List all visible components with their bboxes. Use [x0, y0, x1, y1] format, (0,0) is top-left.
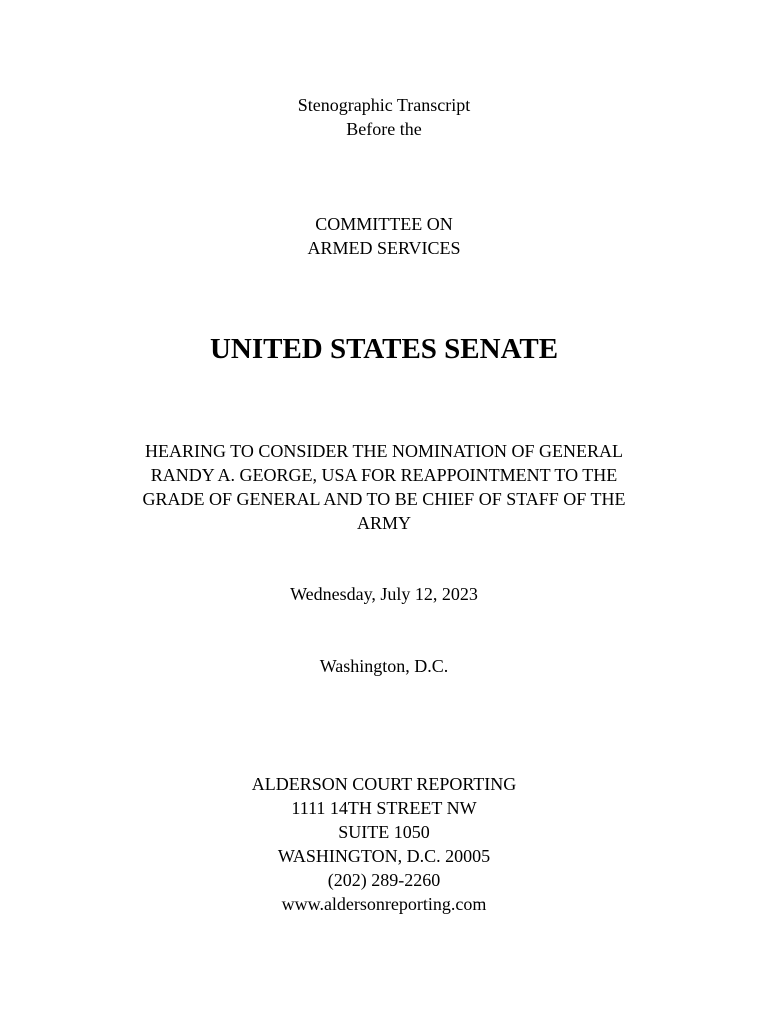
header-before-the: Before the	[346, 119, 422, 139]
hearing-title-line-1: HEARING TO CONSIDER THE NOMINATION OF GENERAL	[145, 441, 623, 461]
committee-line-1: COMMITTEE ON	[315, 214, 453, 234]
hearing-location: Washington, D.C.	[319, 656, 449, 676]
header-transcript-type: Stenographic Transcript	[297, 95, 471, 115]
reporter-suite: SUITE 1050	[338, 822, 430, 842]
hearing-title-line-3: GRADE OF GENERAL AND TO BE CHIEF OF STAFF OF THE	[142, 489, 626, 509]
hearing-title-line-4: ARMY	[356, 513, 411, 533]
reporter-city: WASHINGTON, D.C. 20005	[277, 846, 491, 866]
hearing-title-line-2: RANDY A. GEORGE, USA FOR REAPPOINTMENT TO THE	[150, 465, 618, 485]
reporter-phone: (202) 289-2260	[327, 870, 441, 890]
reporter-website: www.aldersonreporting.com	[281, 894, 487, 914]
reporter-name: ALDERSON COURT REPORTING	[251, 774, 517, 794]
committee-line-2: ARMED SERVICES	[307, 238, 461, 258]
hearing-date: Wednesday, July 12, 2023	[290, 584, 478, 604]
reporter-street: 1111 14TH STREET NW	[291, 798, 477, 818]
senate-title: UNITED STATES SENATE	[209, 333, 559, 365]
